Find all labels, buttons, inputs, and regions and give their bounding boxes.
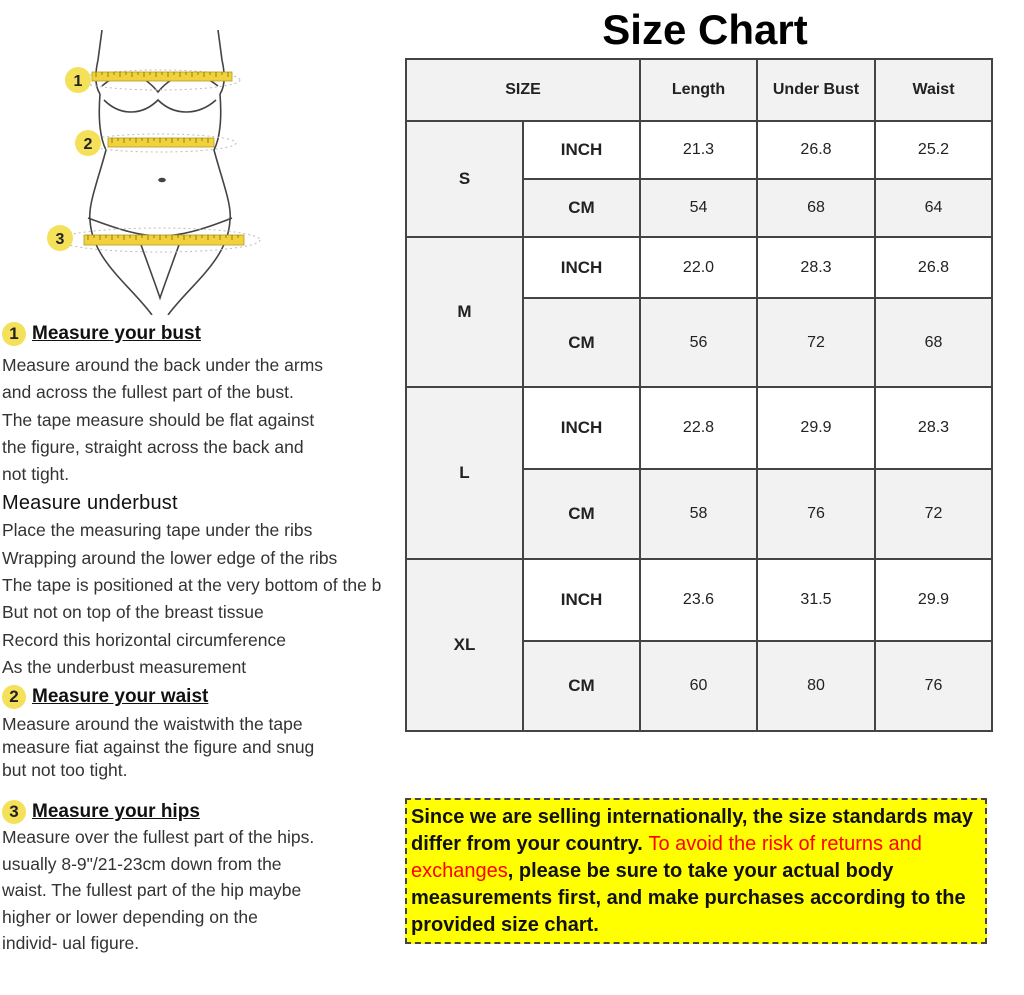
table-cell: 23.6	[640, 559, 757, 641]
waist-line: but not too tight.	[2, 760, 128, 781]
header-waist: Waist	[875, 59, 992, 121]
unit-inch: INCH	[523, 559, 640, 641]
tape-bust	[92, 72, 232, 81]
hips-line: usually 8-9"/21-23cm down from the	[2, 853, 282, 874]
table-cell: 80	[757, 641, 875, 731]
size-xl: XL	[406, 559, 523, 731]
bust-line: not tight.	[2, 464, 70, 485]
table-cell: 28.3	[757, 237, 875, 298]
size-s: S	[406, 121, 523, 237]
unit-inch: INCH	[523, 387, 640, 469]
table-cell: 26.8	[875, 237, 992, 298]
header-under-bust: Under Bust	[757, 59, 875, 121]
international-size-notice	[405, 798, 987, 944]
size-l: L	[406, 387, 523, 559]
table-cell: 25.2	[875, 121, 992, 179]
table-cell: 21.3	[640, 121, 757, 179]
bust-line: and across the fullest part of the bust.	[2, 382, 294, 403]
waist-number-badge: 2	[2, 685, 26, 709]
waist-heading	[2, 685, 404, 709]
table-header-row	[406, 59, 992, 121]
waist-title: Measure your waist	[32, 686, 209, 708]
table-cell: 26.8	[757, 121, 875, 179]
hips-number-badge: 3	[2, 800, 26, 824]
notice-warning: To avoid the risk of returns and exchanges	[411, 833, 922, 882]
tape-waist	[108, 138, 214, 147]
marker-2: 2	[83, 136, 93, 153]
table-cell: 56	[640, 298, 757, 387]
table-cell: 76	[757, 469, 875, 559]
marker-1: 1	[73, 73, 83, 90]
notice-line-1: Since we are selling internationally, the size standards may differ from your country.	[411, 806, 974, 855]
table-cell: 60	[640, 641, 757, 731]
underbust-line: Record this horizontal circumference	[2, 629, 287, 650]
tape-hips	[84, 235, 244, 245]
underbust-line: As the underbust measurement	[2, 656, 247, 677]
table-cell: 64	[875, 179, 992, 237]
table-cell: 68	[757, 179, 875, 237]
underbust-line: But not on top of the breast tissue	[2, 602, 264, 623]
table-row	[406, 121, 992, 179]
unit-cm: CM	[523, 469, 640, 559]
table-cell: 54	[640, 179, 757, 237]
table-cell: 76	[875, 641, 992, 731]
header-size: SIZE	[406, 59, 640, 121]
table-row	[406, 237, 992, 298]
bust-line: Measure around the back under the arms	[2, 355, 324, 375]
bust-line: The tape measure should be flat against	[2, 409, 315, 430]
size-table	[405, 58, 993, 732]
unit-cm: CM	[523, 298, 640, 387]
table-cell: 22.0	[640, 237, 757, 298]
underbust-line: Wrapping around the lower edge of the ribs	[2, 547, 338, 568]
table-cell: 22.8	[640, 387, 757, 469]
notice-rest: , please be sure to take your actual body measurements first, and make purchases according to the provided size chart.	[411, 860, 966, 936]
unit-inch: INCH	[523, 121, 640, 179]
table-cell: 72	[757, 298, 875, 387]
table-cell: 28.3	[875, 387, 992, 469]
bust-title: Measure your bust	[32, 323, 201, 344]
underbust-line: The tape is positioned at the very bottom of the b	[2, 575, 382, 596]
hips-line: higher or lower depending on the	[2, 906, 258, 927]
underbust-title: Measure underbust	[2, 492, 178, 515]
hips-line: Measure over the fullest part of the hips.	[2, 827, 315, 848]
bust-number-badge: 1	[2, 322, 26, 346]
bust-heading	[2, 322, 404, 346]
hips-line: waist. The fullest part of the hip maybe	[2, 880, 302, 901]
waist-line: Measure around the waistwith the tape	[2, 714, 303, 735]
unit-inch: INCH	[523, 237, 640, 298]
table-cell: 29.9	[875, 559, 992, 641]
unit-cm: CM	[523, 179, 640, 237]
table-cell: 58	[640, 469, 757, 559]
waist-line: measure fiat against the figure and snug	[2, 737, 315, 758]
table-cell: 29.9	[757, 387, 875, 469]
hips-title: Measure your hips	[32, 801, 200, 823]
page-title: Size Chart	[602, 6, 808, 53]
table-cell: 68	[875, 298, 992, 387]
hips-line: individ- ual figure.	[2, 933, 140, 954]
table-cell: 31.5	[757, 559, 875, 641]
header-length: Length	[640, 59, 757, 121]
hips-heading	[2, 800, 404, 824]
table-row	[406, 559, 992, 641]
bust-line: the figure, straight across the back and	[2, 436, 304, 457]
measurement-guide	[2, 322, 404, 957]
unit-cm: CM	[523, 641, 640, 731]
size-m: M	[406, 237, 523, 387]
body-measurement-figure	[40, 30, 280, 315]
table-cell: 72	[875, 469, 992, 559]
underbust-line: Place the measuring tape under the ribs	[2, 520, 313, 541]
marker-3: 3	[55, 231, 65, 248]
table-row	[406, 387, 992, 469]
